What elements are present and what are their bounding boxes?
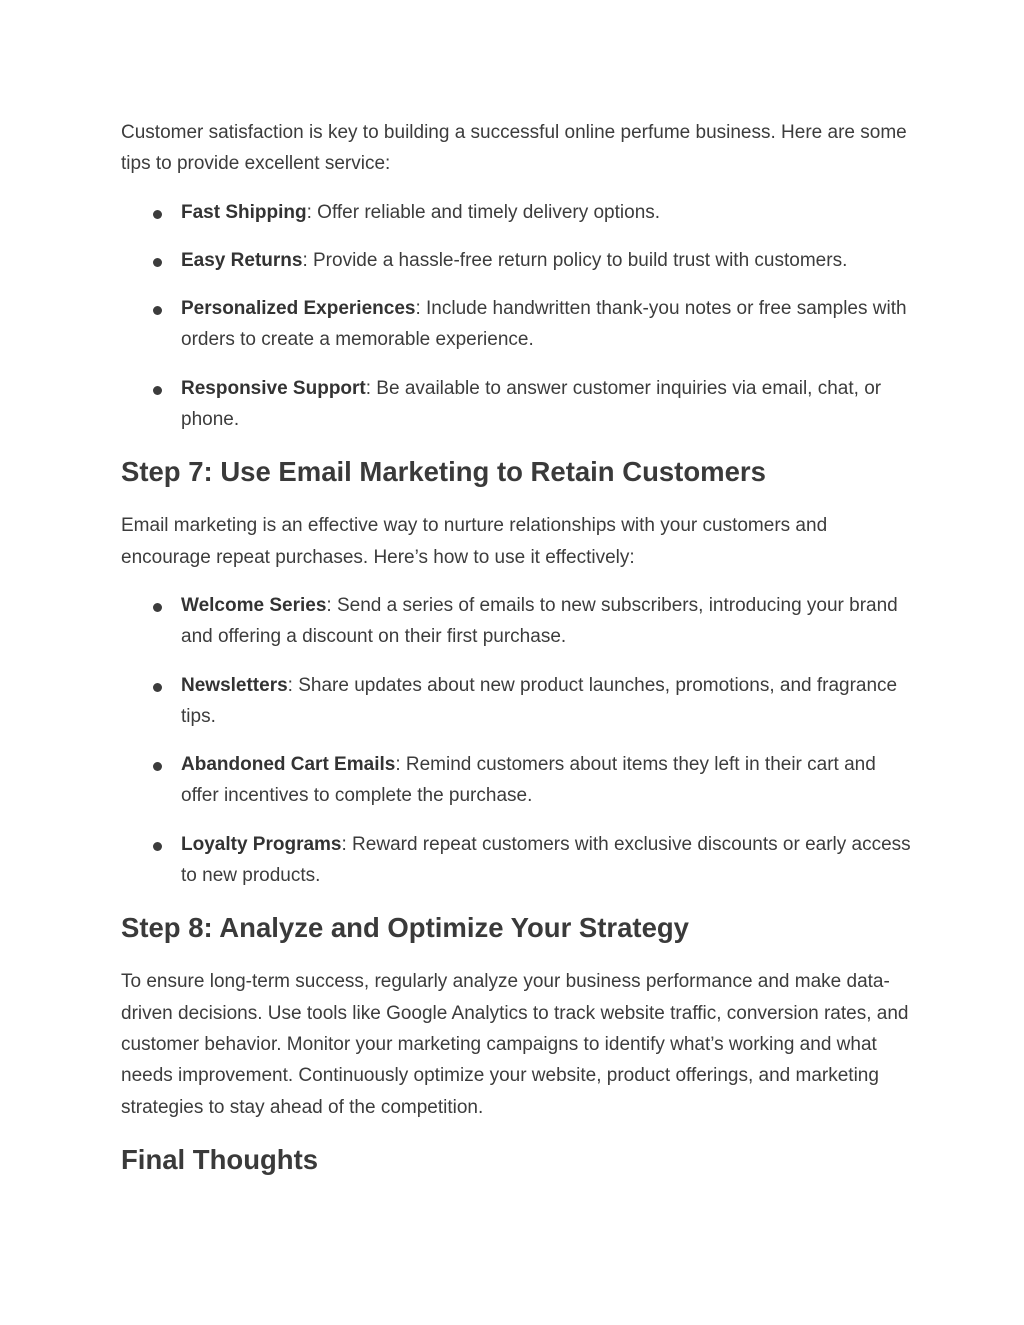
email-marketing-list bbox=[121, 590, 911, 891]
list-item-text: : Share updates about new product launches, promotions, and fragrance tips. bbox=[181, 674, 898, 727]
list-item-term: Easy Returns bbox=[181, 249, 303, 271]
final-thoughts-heading: Final Thoughts bbox=[121, 1143, 319, 1175]
bullet-icon bbox=[153, 258, 162, 267]
list-item-term: Fast Shipping bbox=[181, 201, 307, 223]
list-item-text: : Be available to answer customer inquiries via email, chat, or phone. bbox=[181, 377, 882, 431]
bullet-icon bbox=[153, 603, 162, 612]
list-item-term: Abandoned Cart Emails bbox=[181, 754, 396, 776]
step7-intro-paragraph: Email marketing is an effective way to nurture relationships with your customers and encourage repeat purchases. Here’s how to use it effectively: bbox=[121, 515, 828, 568]
step8-paragraph: To ensure long-term success, regularly analyze your business performance and make data-driven decisions. Use tools like Google Analytics to track website traffic, conversion rates, and customer behavior. Monitor your marketing campaigns to identify what’s working and what needs improvement. Continuously optimize your website, product offerings, and marketing strategies to stay ahead of the competition. bbox=[121, 971, 909, 1118]
list-item-term: Newsletters bbox=[181, 674, 288, 696]
list-item-term: Responsive Support bbox=[181, 377, 366, 399]
step7-heading: Step 7: Use Email Marketing to Retain Customers bbox=[121, 456, 766, 488]
list-item-text: : Provide a hassle-free return policy to build trust with customers. bbox=[302, 249, 848, 271]
list-item-term: Personalized Experiences bbox=[181, 298, 416, 320]
list-item-text: : Reward repeat customers with exclusive discounts or early access to new products. bbox=[181, 833, 911, 887]
list-item-text: : Include handwritten thank-you notes or free samples with orders to create a memorable experience. bbox=[181, 298, 907, 351]
list-item bbox=[121, 829, 911, 892]
step8-heading: Step 8: Analyze and Optimize Your Strategy bbox=[121, 912, 689, 944]
service-tips-list bbox=[121, 197, 911, 436]
list-item-text: : Remind customers about items they left in their cart and offer incentives to complete the purchase. bbox=[181, 754, 876, 807]
list-item bbox=[121, 197, 911, 228]
list-item-term: Welcome Series bbox=[181, 594, 327, 616]
document-content bbox=[121, 117, 911, 1177]
list-item bbox=[121, 245, 911, 276]
bullet-icon bbox=[153, 306, 162, 315]
list-item bbox=[121, 293, 911, 356]
list-item bbox=[121, 670, 911, 733]
list-item bbox=[121, 373, 911, 436]
list-item-text: : Offer reliable and timely delivery options. bbox=[306, 201, 661, 223]
intro-paragraph: Customer satisfaction is key to building a successful online perfume business. Here are some tips to provide excellent service: bbox=[121, 122, 907, 175]
bullet-icon bbox=[153, 683, 162, 692]
list-item bbox=[121, 590, 911, 653]
bullet-icon bbox=[153, 210, 162, 219]
list-item bbox=[121, 749, 911, 812]
bullet-icon bbox=[153, 762, 162, 771]
bullet-icon bbox=[153, 842, 162, 851]
bullet-icon bbox=[153, 386, 162, 395]
list-item-text: : Send a series of emails to new subscribers, introducing your brand and offering a discount on their first purchase. bbox=[181, 594, 898, 648]
list-item-term: Loyalty Programs bbox=[181, 833, 342, 855]
